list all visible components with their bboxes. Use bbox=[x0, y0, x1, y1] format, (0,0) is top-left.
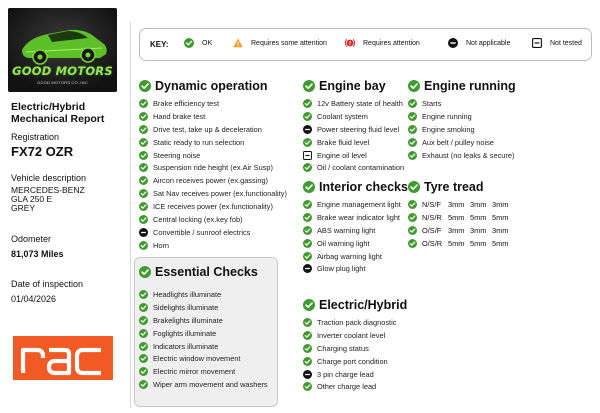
ok-icon bbox=[408, 181, 420, 193]
panel-divider bbox=[130, 22, 131, 408]
ok-icon bbox=[303, 299, 315, 311]
check-item bbox=[303, 262, 408, 275]
check-item bbox=[139, 365, 268, 378]
ok-icon bbox=[408, 138, 417, 147]
check-item-label: Oil warning light bbox=[317, 238, 370, 248]
check-item-label: Engine oil level bbox=[317, 150, 367, 160]
check-item-label: Foglights illuminate bbox=[153, 328, 217, 338]
check-item bbox=[408, 97, 516, 110]
check-item bbox=[303, 224, 408, 237]
tyre-depth: 5mm bbox=[448, 212, 465, 222]
tyre-row bbox=[408, 198, 514, 211]
ok-icon bbox=[303, 163, 312, 172]
not-applicable-icon bbox=[139, 228, 148, 237]
ok-icon bbox=[303, 138, 312, 147]
check-item bbox=[303, 198, 408, 211]
check-item bbox=[139, 378, 268, 391]
ok-icon bbox=[303, 99, 312, 108]
ok-icon bbox=[408, 125, 417, 134]
urgent-alert-icon bbox=[345, 38, 355, 48]
logo-brand-text: GOOD MOTORS bbox=[12, 64, 113, 78]
ok-icon bbox=[303, 239, 312, 248]
check-item-label: Charge port condition bbox=[317, 356, 388, 366]
check-item bbox=[303, 123, 404, 136]
tyre-depth: 5mm bbox=[470, 238, 487, 248]
check-item bbox=[139, 200, 287, 213]
vehicle-label: Vehicle description bbox=[11, 173, 87, 183]
check-item bbox=[303, 368, 407, 381]
ok-icon bbox=[139, 316, 148, 325]
check-item-label: Starts bbox=[422, 98, 442, 108]
check-item bbox=[303, 149, 404, 162]
tyre-depth: 5mm bbox=[492, 212, 509, 222]
vehicle-line-colour: GREY bbox=[11, 203, 36, 213]
section-tyre-tread bbox=[408, 180, 514, 250]
tyre-depth: 5mm bbox=[492, 238, 509, 248]
key-item-label: Not applicable bbox=[466, 39, 511, 47]
ok-icon bbox=[303, 318, 312, 327]
check-item-label: ABS warning light bbox=[317, 225, 376, 235]
check-item-label: Brake wear indicator light bbox=[317, 212, 400, 222]
section-essential-checks bbox=[139, 265, 268, 391]
ok-icon bbox=[139, 342, 148, 351]
check-item-label: Engine smoking bbox=[422, 124, 475, 134]
ok-icon bbox=[303, 357, 312, 366]
status-key bbox=[139, 28, 592, 61]
section-header bbox=[408, 79, 516, 93]
check-item bbox=[408, 136, 516, 149]
check-item-label: Electric mirror movement bbox=[153, 367, 236, 377]
key-item-label: OK bbox=[202, 39, 213, 47]
section-title: Interior checks bbox=[319, 180, 408, 194]
check-item bbox=[303, 161, 404, 174]
check-item bbox=[139, 161, 287, 174]
section-engine-bay bbox=[303, 79, 404, 174]
check-item bbox=[408, 123, 516, 136]
check-item-label: Coolant system bbox=[317, 111, 368, 121]
check-list bbox=[139, 97, 287, 252]
tyre-row bbox=[408, 224, 514, 237]
check-item bbox=[303, 237, 408, 250]
ok-icon bbox=[303, 226, 312, 235]
tyre-position: O/S/R bbox=[422, 238, 443, 248]
tyre-position: N/S/R bbox=[422, 212, 442, 222]
tyre-depth: 3mm bbox=[470, 225, 487, 235]
tyre-row bbox=[408, 237, 514, 250]
ok-icon bbox=[303, 382, 312, 391]
check-item bbox=[408, 149, 516, 162]
check-item-label: Drive test, take up & deceleration bbox=[153, 124, 262, 134]
ok-icon bbox=[139, 202, 148, 211]
key-item-not-tested bbox=[532, 38, 582, 48]
key-item-label: Not tested bbox=[550, 39, 582, 47]
check-item bbox=[303, 380, 407, 393]
check-item-label: Static ready to run selection bbox=[153, 137, 245, 147]
check-item-label: Charging status bbox=[317, 343, 369, 353]
check-item-label: Hand brake test bbox=[153, 111, 206, 121]
ok-icon bbox=[139, 367, 148, 376]
key-item-na bbox=[448, 38, 510, 48]
ok-icon bbox=[139, 329, 148, 338]
tyre-depth: 3mm bbox=[470, 199, 487, 209]
ok-icon bbox=[408, 213, 417, 222]
ok-icon bbox=[139, 138, 148, 147]
check-item bbox=[139, 174, 287, 187]
not-applicable-icon bbox=[303, 264, 312, 273]
check-item-label: Engine running bbox=[422, 111, 472, 121]
check-item-label: Oil / coolant contamination bbox=[317, 163, 405, 173]
tyre-depth: 5mm bbox=[470, 212, 487, 222]
check-item-label: Brakelights illuminate bbox=[153, 315, 223, 325]
ok-icon bbox=[139, 189, 148, 198]
tyre-list bbox=[408, 198, 514, 250]
ok-icon bbox=[303, 181, 315, 193]
ok-icon bbox=[139, 241, 148, 250]
check-item-label: Steering noise bbox=[153, 150, 201, 160]
check-item-label: Sidelights illuminate bbox=[153, 302, 219, 312]
ok-icon bbox=[139, 80, 151, 92]
ok-icon bbox=[408, 80, 420, 92]
key-item-attention bbox=[233, 38, 327, 48]
warning-triangle-icon bbox=[233, 38, 243, 48]
check-item bbox=[139, 136, 287, 149]
ok-icon bbox=[303, 331, 312, 340]
good-motors-logo bbox=[8, 8, 117, 92]
ok-icon bbox=[303, 112, 312, 121]
check-item-label: Engine management light bbox=[317, 199, 401, 209]
check-item-label: Power steering fluid level bbox=[317, 124, 400, 134]
check-list bbox=[303, 198, 408, 275]
not-applicable-icon bbox=[448, 38, 458, 48]
check-list bbox=[303, 97, 404, 174]
tyre-depth: 3mm bbox=[492, 225, 509, 235]
section-header bbox=[303, 180, 408, 194]
tyre-position: N/S/F bbox=[422, 199, 441, 209]
key-item-ok bbox=[184, 38, 212, 48]
ok-icon bbox=[139, 151, 148, 160]
tyre-depth: 5mm bbox=[448, 238, 465, 248]
rac-logo bbox=[13, 336, 113, 380]
section-title: Tyre tread bbox=[424, 180, 484, 194]
check-list bbox=[408, 97, 516, 161]
check-item bbox=[139, 123, 287, 136]
ok-icon bbox=[139, 99, 148, 108]
section-header bbox=[303, 298, 407, 312]
check-item-label: Suspension ride height (ex.Air Susp) bbox=[153, 163, 273, 173]
ok-icon bbox=[303, 213, 312, 222]
check-item bbox=[139, 110, 287, 123]
check-item-label: Airbag warning light bbox=[317, 251, 382, 261]
odometer-label: Odometer bbox=[11, 234, 52, 244]
ok-icon bbox=[139, 163, 148, 172]
check-item bbox=[139, 226, 287, 239]
check-item bbox=[408, 110, 516, 123]
not-applicable-icon bbox=[303, 370, 312, 379]
check-item-label: Brake efficiency test bbox=[153, 98, 219, 108]
check-item-label: Aux belt / pulley noise bbox=[422, 137, 494, 147]
not-tested-icon bbox=[303, 151, 312, 160]
tyre-row bbox=[408, 211, 514, 224]
tyre-depth: 3mm bbox=[448, 225, 465, 235]
tyre-depth: 3mm bbox=[492, 199, 509, 209]
section-interior-checks bbox=[303, 180, 408, 275]
date-value: 01/04/2026 bbox=[11, 294, 57, 304]
check-item-label: Wiper arm movement and washers bbox=[153, 380, 268, 390]
not-tested-icon bbox=[532, 38, 542, 48]
ok-icon bbox=[184, 38, 194, 48]
section-header bbox=[303, 79, 404, 93]
ok-icon bbox=[408, 226, 417, 235]
odometer-value: 81,073 Miles bbox=[11, 249, 64, 259]
check-item-label: Brake fluid level bbox=[317, 137, 370, 147]
check-item-label: Glow plug light bbox=[317, 264, 366, 274]
ok-icon bbox=[139, 354, 148, 363]
check-item-label: Inverter coolant level bbox=[317, 330, 386, 340]
check-item bbox=[139, 149, 287, 162]
section-engine-running bbox=[408, 79, 516, 161]
check-item bbox=[139, 288, 268, 301]
check-item bbox=[303, 211, 408, 224]
ok-icon bbox=[408, 200, 417, 209]
ok-icon bbox=[303, 80, 315, 92]
section-title: Engine bay bbox=[319, 79, 386, 93]
section-header bbox=[139, 265, 268, 279]
check-item-label: Traction pack diagnostic bbox=[317, 317, 397, 327]
check-item bbox=[303, 250, 408, 263]
tyre-depth: 3mm bbox=[448, 199, 465, 209]
check-item bbox=[303, 110, 404, 123]
key-item-label: Requires some attention bbox=[251, 39, 327, 47]
ok-icon bbox=[303, 200, 312, 209]
check-item bbox=[139, 352, 268, 365]
key-item-label: Requires attention bbox=[363, 39, 420, 47]
section-header bbox=[408, 180, 514, 194]
check-item bbox=[139, 187, 287, 200]
check-item-label: Aircon receives power (ex.gassing) bbox=[153, 176, 269, 186]
ok-icon bbox=[139, 176, 148, 185]
ok-icon bbox=[139, 290, 148, 299]
section-title: Essential Checks bbox=[155, 265, 258, 279]
ok-icon bbox=[139, 125, 148, 134]
logo-brand-subtitle: GOOD MOTORS CO.,INC bbox=[37, 80, 88, 85]
check-item bbox=[139, 327, 268, 340]
section-electric-hybrid bbox=[303, 298, 407, 393]
check-item-label: 3 pin charge lead bbox=[317, 369, 374, 379]
report-title: Electric/Hybrid Mechanical Report bbox=[11, 101, 105, 125]
check-item bbox=[303, 97, 404, 110]
ok-icon bbox=[303, 344, 312, 353]
ok-icon bbox=[408, 239, 417, 248]
section-header bbox=[139, 79, 287, 93]
ok-icon bbox=[303, 252, 312, 261]
check-item bbox=[303, 329, 407, 342]
check-list bbox=[139, 288, 268, 391]
check-item bbox=[139, 301, 268, 314]
check-item-label: Headlights illuminate bbox=[153, 289, 222, 299]
section-dynamic-operation bbox=[139, 79, 287, 252]
check-item-label: Electric window movement bbox=[153, 354, 241, 364]
check-item-label: Indicators illuminate bbox=[153, 341, 219, 351]
check-item bbox=[139, 213, 287, 226]
vehicle-panel bbox=[0, 0, 128, 413]
ok-icon bbox=[139, 266, 151, 278]
check-item-label: ICE receives power (ex.functionality) bbox=[153, 202, 273, 212]
ok-icon bbox=[408, 99, 417, 108]
key-label: KEY: bbox=[150, 40, 169, 49]
check-item-label: 12v Battery state of health bbox=[317, 98, 403, 108]
check-item bbox=[139, 97, 287, 110]
registration-value: FX72 OZR bbox=[11, 144, 74, 159]
check-item bbox=[303, 136, 404, 149]
vehicle-line-model: GLA 250 E bbox=[11, 194, 53, 204]
registration-label: Registration bbox=[11, 132, 60, 142]
ok-icon bbox=[139, 215, 148, 224]
check-item-label: Horn bbox=[153, 240, 170, 250]
not-applicable-icon bbox=[303, 125, 312, 134]
key-item-urgent bbox=[345, 38, 420, 48]
check-item-label: Exhaust (no leaks & secure) bbox=[422, 150, 515, 160]
date-label: Date of inspection bbox=[11, 279, 84, 289]
check-item-label: Central locking (ex.key fob) bbox=[153, 214, 243, 224]
check-item bbox=[139, 314, 268, 327]
section-title: Engine running bbox=[424, 79, 516, 93]
check-item bbox=[303, 316, 407, 329]
ok-icon bbox=[139, 112, 148, 121]
ok-icon bbox=[139, 303, 148, 312]
section-title: Dynamic operation bbox=[155, 79, 268, 93]
check-item-label: Sat Nav receives power (ex.functionality) bbox=[153, 189, 287, 199]
ok-icon bbox=[408, 112, 417, 121]
check-item bbox=[303, 342, 407, 355]
section-title: Electric/Hybrid bbox=[319, 298, 408, 312]
check-item bbox=[139, 340, 268, 353]
check-item bbox=[303, 355, 407, 368]
ok-icon bbox=[139, 380, 148, 389]
check-item-label: Other charge lead bbox=[317, 382, 377, 392]
tyre-position: O/S/F bbox=[422, 225, 442, 235]
check-item-label: Convertible / sunroof electrics bbox=[153, 227, 251, 237]
vehicle-line-make: MERCEDES-BENZ bbox=[11, 185, 85, 195]
check-item bbox=[139, 239, 287, 252]
check-list bbox=[303, 316, 407, 393]
ok-icon bbox=[408, 151, 417, 160]
